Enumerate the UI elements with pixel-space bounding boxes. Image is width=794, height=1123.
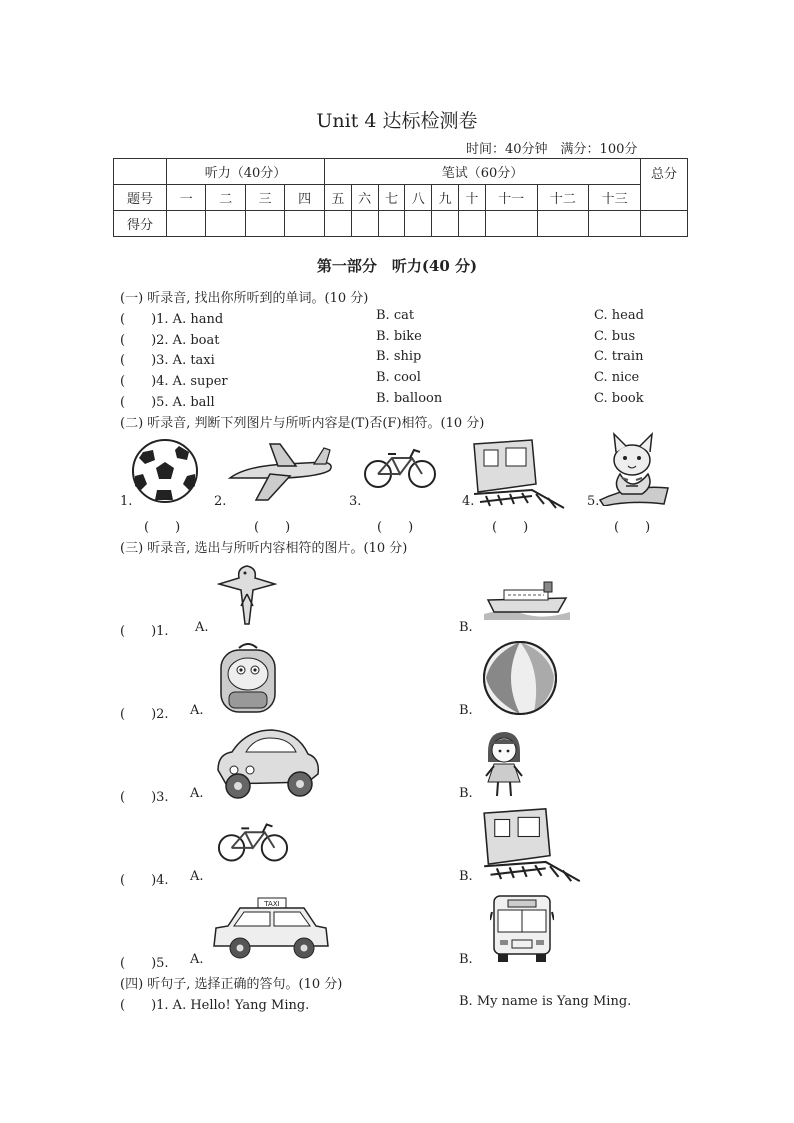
- section3-heading: (三) 听录音, 选出与所听内容相符的图片。(10 分): [120, 541, 408, 556]
- ship-icon: [484, 578, 570, 620]
- section2-heading: (二) 听录音, 判断下列图片与所听内容是(T)否(F)相符。(10 分): [120, 416, 485, 431]
- part-one-title: 第一部分 听力(40 分): [316, 257, 478, 275]
- toy-car-icon: [212, 724, 322, 800]
- score-cell[interactable]: [589, 211, 641, 237]
- score-table-listening: 听力（40分）: [167, 159, 325, 185]
- s1-item4-a: ( )4. A. super: [120, 374, 228, 389]
- s1-item4-c: C. nice: [594, 370, 640, 385]
- exam-meta: 时间：40分钟 满分：100分: [466, 142, 638, 157]
- backpack-icon: [215, 640, 281, 716]
- score-table-col: 十三: [589, 185, 641, 211]
- s3-option-b-label: B.: [459, 952, 473, 967]
- s1-item3-a: ( )3. A. taxi: [120, 353, 215, 368]
- s3-option-a-label: A.: [190, 869, 204, 884]
- s2-num: 3.: [349, 494, 362, 509]
- s1-item1-a: ( )1. A. hand: [120, 312, 224, 327]
- beach-ball-icon: [482, 640, 558, 716]
- score-table-col: 七: [378, 185, 405, 211]
- section1-heading: (一) 听录音, 找出你所听到的单词。(10 分): [120, 291, 369, 306]
- score-cell[interactable]: [641, 211, 688, 237]
- s2-num: 4.: [462, 494, 475, 509]
- s2-num: 5.: [587, 494, 600, 509]
- score-table-writing: 笔试（60分）: [324, 159, 640, 185]
- score-cell[interactable]: [245, 211, 284, 237]
- page-title: Unit 4 达标检测卷: [316, 110, 478, 132]
- s2-answer-paren[interactable]: ( ): [492, 520, 529, 535]
- score-table-number-label: 题号: [114, 185, 167, 211]
- s1-item5-a: ( )5. A. ball: [120, 395, 215, 410]
- s3-option-a-label: A.: [190, 703, 204, 718]
- s3-item-num: ( )2.: [120, 707, 169, 722]
- s1-item2-a: ( )2. A. boat: [120, 333, 220, 348]
- taxi-sign-text: TAXI: [264, 900, 280, 908]
- s3-option-b-label: B.: [459, 620, 473, 635]
- s2-num: 1.: [120, 494, 133, 509]
- s1-item3-b: B. ship: [376, 349, 422, 364]
- s2-answer-paren[interactable]: ( ): [377, 520, 414, 535]
- score-cell[interactable]: [459, 211, 486, 237]
- s1-item3-c: C. train: [594, 349, 644, 364]
- score-table-col: 五: [324, 185, 351, 211]
- airplane-icon: [226, 438, 336, 508]
- doll-icon: [482, 730, 526, 798]
- soccer-ball-icon: [131, 438, 199, 504]
- score-table-corner: [114, 159, 167, 185]
- taxi-icon: [212, 896, 330, 960]
- score-cell[interactable]: [324, 211, 351, 237]
- score-cell[interactable]: [206, 211, 245, 237]
- score-cell[interactable]: [378, 211, 405, 237]
- score-cell[interactable]: [432, 211, 459, 237]
- score-table-col: 九: [432, 185, 459, 211]
- s3-item-num: ( )4.: [120, 873, 169, 888]
- s1-item1-c: C. head: [594, 308, 644, 323]
- score-cell[interactable]: [537, 211, 589, 237]
- score-table-col: 六: [351, 185, 378, 211]
- score-table-col: 八: [405, 185, 432, 211]
- s4-item1-b: B. My name is Yang Ming.: [459, 994, 632, 1009]
- score-table-col: 十二: [537, 185, 589, 211]
- s1-item5-c: C. book: [594, 391, 644, 406]
- score-table-col: 三: [245, 185, 284, 211]
- score-cell[interactable]: [285, 211, 325, 237]
- train-icon: [472, 438, 568, 510]
- score-table-col: 一: [167, 185, 206, 211]
- score-cell[interactable]: [405, 211, 432, 237]
- s3-item-num: ( )1.: [120, 624, 169, 639]
- section4-heading: (四) 听句子, 选择正确的答句。(10 分): [120, 977, 343, 992]
- s4-item1-a: ( )1. A. Hello! Yang Ming.: [120, 998, 310, 1013]
- s2-answer-paren[interactable]: ( ): [614, 520, 651, 535]
- s3-option-b-label: B.: [459, 703, 473, 718]
- score-table-col: 十: [459, 185, 486, 211]
- s1-item2-c: C. bus: [594, 329, 636, 344]
- s3-option-b-label: B.: [459, 869, 473, 884]
- kite-icon: [217, 564, 277, 626]
- s2-num: 2.: [214, 494, 227, 509]
- s2-answer-paren[interactable]: ( ): [254, 520, 291, 535]
- s3-item-num: ( )3.: [120, 790, 169, 805]
- s3-item-num: ( )5.: [120, 956, 169, 971]
- s1-item1-b: B. cat: [376, 308, 415, 323]
- bus-icon: [490, 892, 554, 964]
- s1-item4-b: B. cool: [376, 370, 421, 385]
- score-table-score-label: 得分: [114, 211, 167, 237]
- bicycle-icon: [362, 446, 438, 490]
- s3-option-a-label: A.: [190, 786, 204, 801]
- score-cell[interactable]: [167, 211, 206, 237]
- score-table-total: 总分: [641, 159, 688, 211]
- s2-answer-paren[interactable]: ( ): [144, 520, 181, 535]
- train-icon: [482, 806, 584, 884]
- s3-option-a-label: A.: [195, 620, 209, 635]
- s1-item2-b: B. bike: [376, 329, 422, 344]
- s1-item5-b: B. balloon: [376, 391, 443, 406]
- s3-option-b-label: B.: [459, 786, 473, 801]
- score-table-col: 十一: [485, 185, 537, 211]
- score-table-col: 二: [206, 185, 245, 211]
- score-table: [113, 158, 688, 237]
- cat-icon: [598, 430, 670, 506]
- s3-option-a-label: A.: [190, 952, 204, 967]
- score-cell[interactable]: [485, 211, 537, 237]
- score-table-col: 四: [285, 185, 325, 211]
- bicycle-icon: [216, 820, 290, 864]
- score-cell[interactable]: [351, 211, 378, 237]
